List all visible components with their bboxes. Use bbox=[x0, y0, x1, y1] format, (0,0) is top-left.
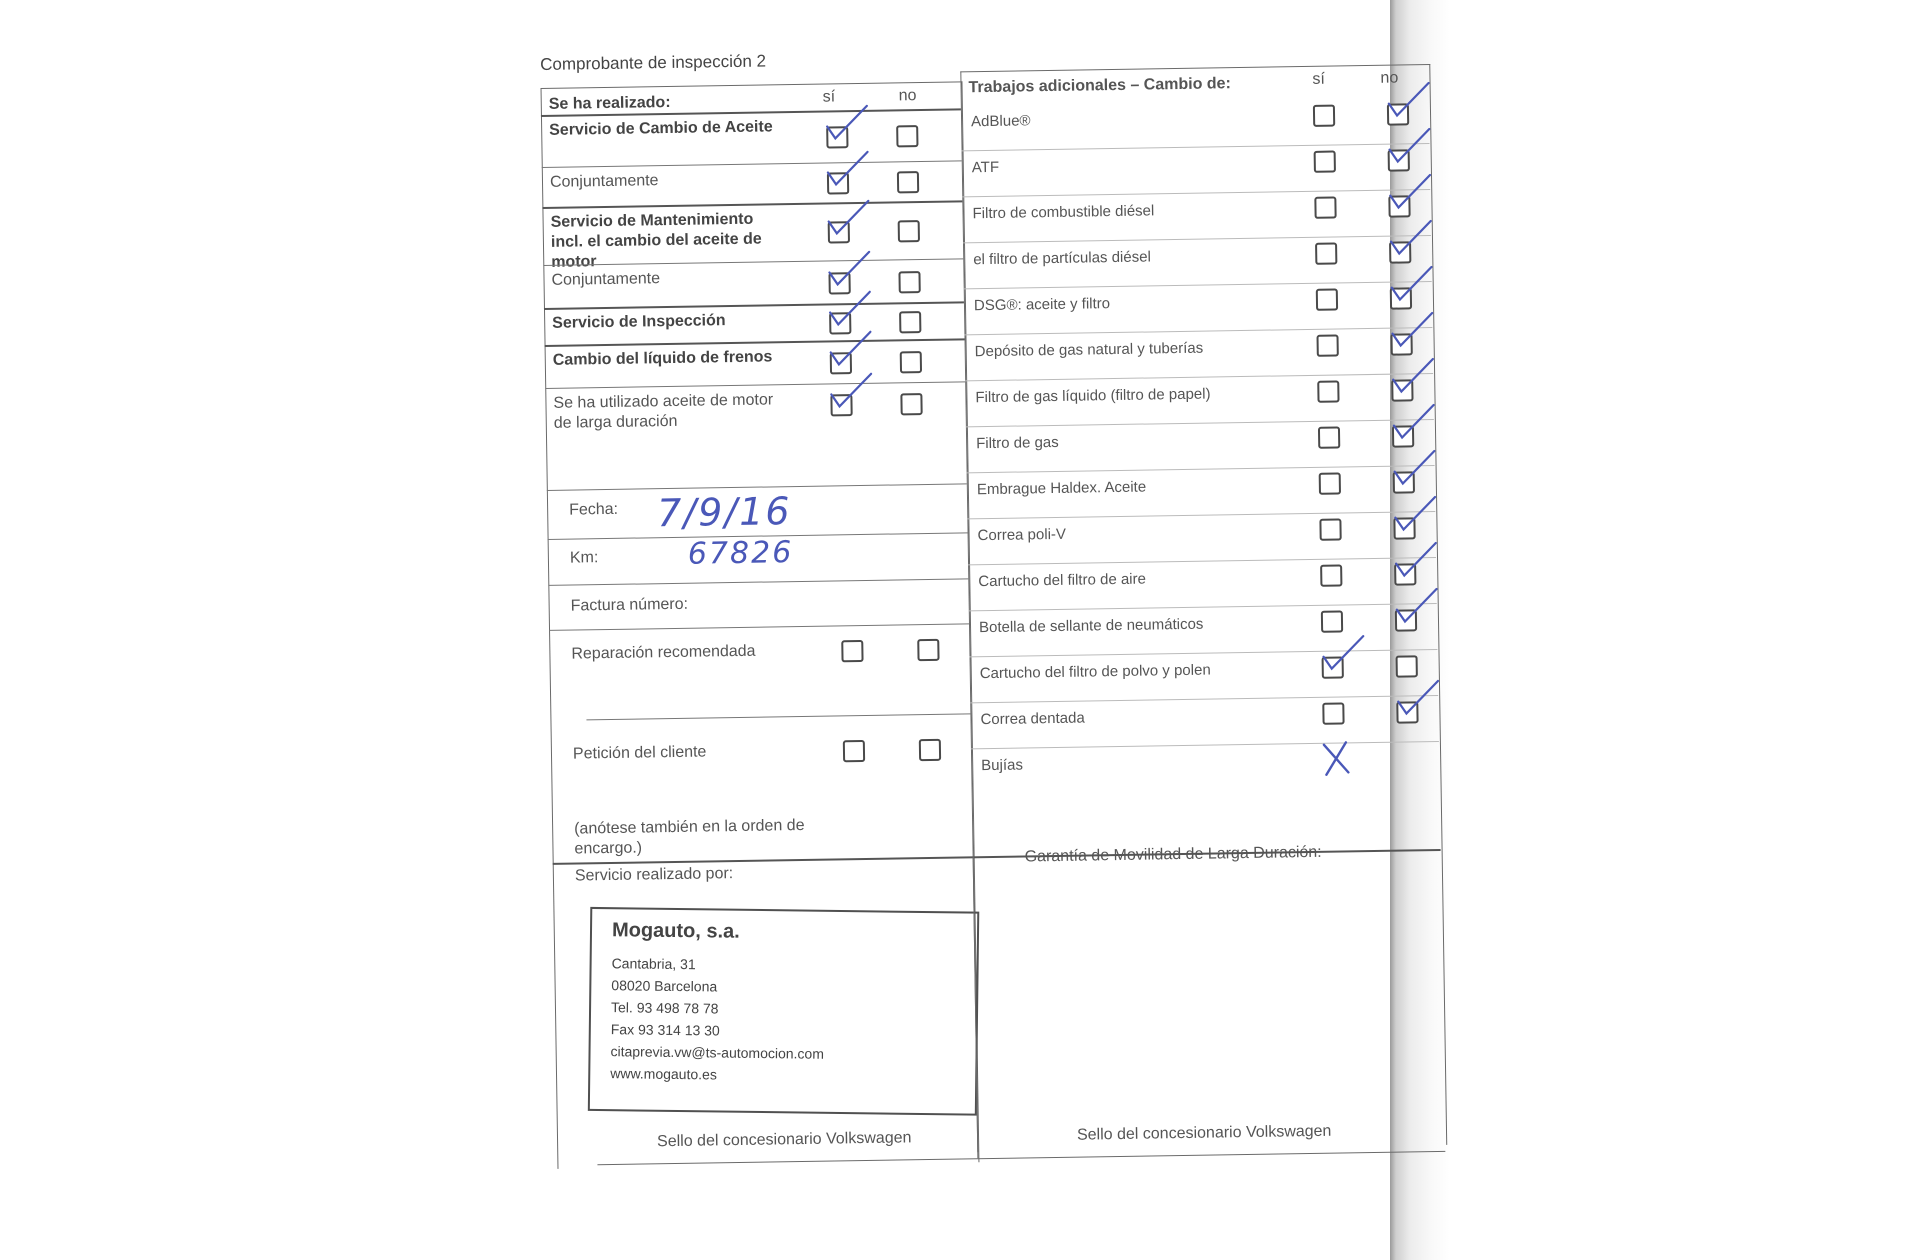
left-row-label: Conjuntamente bbox=[551, 270, 661, 289]
left-row-no-checkbox[interactable] bbox=[899, 311, 921, 333]
fecha-handwritten: 7/9/16 bbox=[656, 489, 792, 536]
right-row-no-checkbox[interactable] bbox=[1389, 241, 1411, 263]
right-row-label: el filtro de partículas diésel bbox=[973, 248, 1151, 269]
right-row-si-checkbox[interactable] bbox=[1314, 151, 1336, 173]
right-row-no-checkbox[interactable] bbox=[1395, 609, 1417, 631]
inspection-sheet bbox=[540, 41, 1438, 1205]
left-header: Se ha realizado: bbox=[548, 93, 671, 113]
right-header: Trabajos adicionales – Cambio de: bbox=[968, 75, 1231, 97]
left-row-si-checkbox[interactable] bbox=[826, 126, 848, 148]
left-row-no-checkbox[interactable] bbox=[898, 220, 920, 242]
right-row-si-checkbox[interactable] bbox=[1319, 472, 1341, 494]
fecha-label: Fecha: bbox=[569, 500, 619, 519]
right-row-label: Embrague Haldex. Aceite bbox=[976, 478, 1147, 499]
right-row-label: Correa poli-V bbox=[977, 525, 1067, 545]
right-row-label: AdBlue® bbox=[970, 112, 1031, 131]
left-col-si: sí bbox=[822, 88, 836, 106]
right-row-no-checkbox[interactable] bbox=[1390, 333, 1412, 355]
km-label: Km: bbox=[569, 549, 599, 567]
right-row-si-checkbox[interactable] bbox=[1322, 656, 1344, 678]
km-handwritten: 67826 bbox=[687, 535, 794, 572]
left-row-si-checkbox[interactable] bbox=[829, 312, 851, 334]
left-row-label: Servicio de Mantenimiento incl. el cambio del aceite de motor bbox=[550, 210, 762, 271]
right-row-label: Botella de sellante de neumáticos bbox=[978, 615, 1204, 637]
left-row-no-checkbox[interactable] bbox=[898, 271, 920, 293]
left-row-no-checkbox[interactable] bbox=[897, 171, 919, 193]
right-row-si-checkbox[interactable] bbox=[1315, 243, 1337, 265]
right-row-no-checkbox[interactable] bbox=[1388, 195, 1410, 217]
left-row-label: Servicio de Inspección bbox=[552, 312, 726, 332]
stamp-line-1: Cantabria, 31 bbox=[611, 955, 696, 973]
right-row-si-checkbox[interactable] bbox=[1320, 564, 1342, 586]
right-row-label: Cartucho del filtro de aire bbox=[978, 570, 1147, 591]
reparacion-si-checkbox[interactable] bbox=[841, 640, 863, 662]
right-row-no-checkbox[interactable] bbox=[1396, 655, 1418, 677]
right-row-si-checkbox[interactable] bbox=[1318, 426, 1340, 448]
stamp-line-2: 08020 Barcelona bbox=[611, 977, 718, 995]
right-row-si-checkbox[interactable] bbox=[1321, 610, 1343, 632]
right-row-si-checkbox[interactable] bbox=[1316, 334, 1338, 356]
dealer-stamp bbox=[588, 907, 979, 1116]
right-row-no-checkbox[interactable] bbox=[1388, 149, 1410, 171]
right-row-si-checkbox[interactable] bbox=[1319, 518, 1341, 540]
right-row-label: DSG®: aceite y filtro bbox=[973, 295, 1111, 315]
left-row-si-checkbox[interactable] bbox=[828, 272, 850, 294]
right-row-si-checkbox[interactable] bbox=[1314, 197, 1336, 219]
peticion-no-checkbox[interactable] bbox=[919, 739, 941, 761]
right-row-no-checkbox[interactable] bbox=[1393, 517, 1415, 539]
right-row-no-checkbox[interactable] bbox=[1396, 701, 1418, 723]
right-row-no-checkbox[interactable] bbox=[1394, 563, 1416, 585]
servicio-por-label: Servicio realizado por: bbox=[574, 865, 734, 885]
left-row-si-checkbox[interactable] bbox=[830, 352, 852, 374]
left-row-label: Conjuntamente bbox=[549, 172, 659, 191]
right-row-no-checkbox[interactable] bbox=[1392, 425, 1414, 447]
anotese-note: (anótese también en la orden de encargo.) bbox=[574, 816, 805, 858]
right-row-label: Filtro de gas bbox=[976, 433, 1059, 453]
right-row-no-checkbox[interactable] bbox=[1393, 471, 1415, 493]
stamp-line-3: Tel. 93 498 78 78 bbox=[610, 999, 719, 1017]
right-col-si: sí bbox=[1312, 70, 1326, 88]
peticion-label: Petición del cliente bbox=[572, 743, 707, 763]
left-row-si-checkbox[interactable] bbox=[827, 172, 849, 194]
left-row-no-checkbox[interactable] bbox=[896, 125, 918, 147]
reparacion-no-checkbox[interactable] bbox=[917, 639, 939, 661]
left-row-label: Cambio del líquido de frenos bbox=[552, 348, 773, 369]
right-row-si-checkbox[interactable] bbox=[1313, 105, 1335, 127]
left-row-no-checkbox[interactable] bbox=[900, 351, 922, 373]
right-table bbox=[960, 64, 1447, 1152]
sello-right: Sello del concesionario Volkswagen bbox=[1076, 1122, 1332, 1144]
stamp-line-6: www.mogauto.es bbox=[610, 1065, 717, 1083]
factura-label: Factura número: bbox=[570, 595, 689, 615]
sello-left: Sello del concesionario Volkswagen bbox=[656, 1129, 912, 1151]
right-row-si-checkbox[interactable] bbox=[1317, 380, 1339, 402]
form-title: Comprobante de inspección 2 bbox=[540, 51, 767, 74]
stamp-line-4: Fax 93 314 13 30 bbox=[610, 1021, 720, 1039]
peticion-si-checkbox[interactable] bbox=[843, 740, 865, 762]
right-row-si-checkbox[interactable] bbox=[1322, 702, 1344, 724]
right-row-label: Cartucho del filtro de polvo y polen bbox=[979, 661, 1211, 683]
right-row-label: Bujías bbox=[981, 756, 1024, 775]
left-row-label: Se ha utilizado aceite de motor de larga duración bbox=[553, 391, 774, 432]
right-row-label: Depósito de gas natural y tuberías bbox=[974, 339, 1204, 361]
right-row-label: Correa dentada bbox=[980, 709, 1085, 729]
garantia-label: Garantía de Movilidad de Larga Duración: bbox=[1024, 843, 1322, 866]
right-row-label: Filtro de gas líquido (filtro de papel) bbox=[975, 385, 1211, 407]
stamp-dealer-name: Mogauto, s.a. bbox=[611, 919, 740, 943]
left-row-si-checkbox[interactable] bbox=[830, 394, 852, 416]
stamp-line-5: citaprevia.vw@ts-automocion.com bbox=[610, 1043, 825, 1062]
left-row-label: Servicio de Cambio de Aceite bbox=[549, 118, 773, 139]
right-row-si-checkbox[interactable] bbox=[1316, 288, 1338, 310]
left-row-si-checkbox[interactable] bbox=[828, 221, 850, 243]
right-row-no-checkbox[interactable] bbox=[1391, 379, 1413, 401]
right-row-no-checkbox[interactable] bbox=[1387, 103, 1409, 125]
left-col-no: no bbox=[898, 87, 917, 105]
right-row-no-checkbox[interactable] bbox=[1390, 287, 1412, 309]
right-row-label: ATF bbox=[971, 158, 1000, 177]
left-row-no-checkbox[interactable] bbox=[900, 393, 922, 415]
right-row-label: Filtro de combustible diésel bbox=[972, 202, 1155, 223]
right-col-no: no bbox=[1380, 69, 1399, 87]
reparacion-label: Reparación recomendada bbox=[571, 642, 756, 663]
